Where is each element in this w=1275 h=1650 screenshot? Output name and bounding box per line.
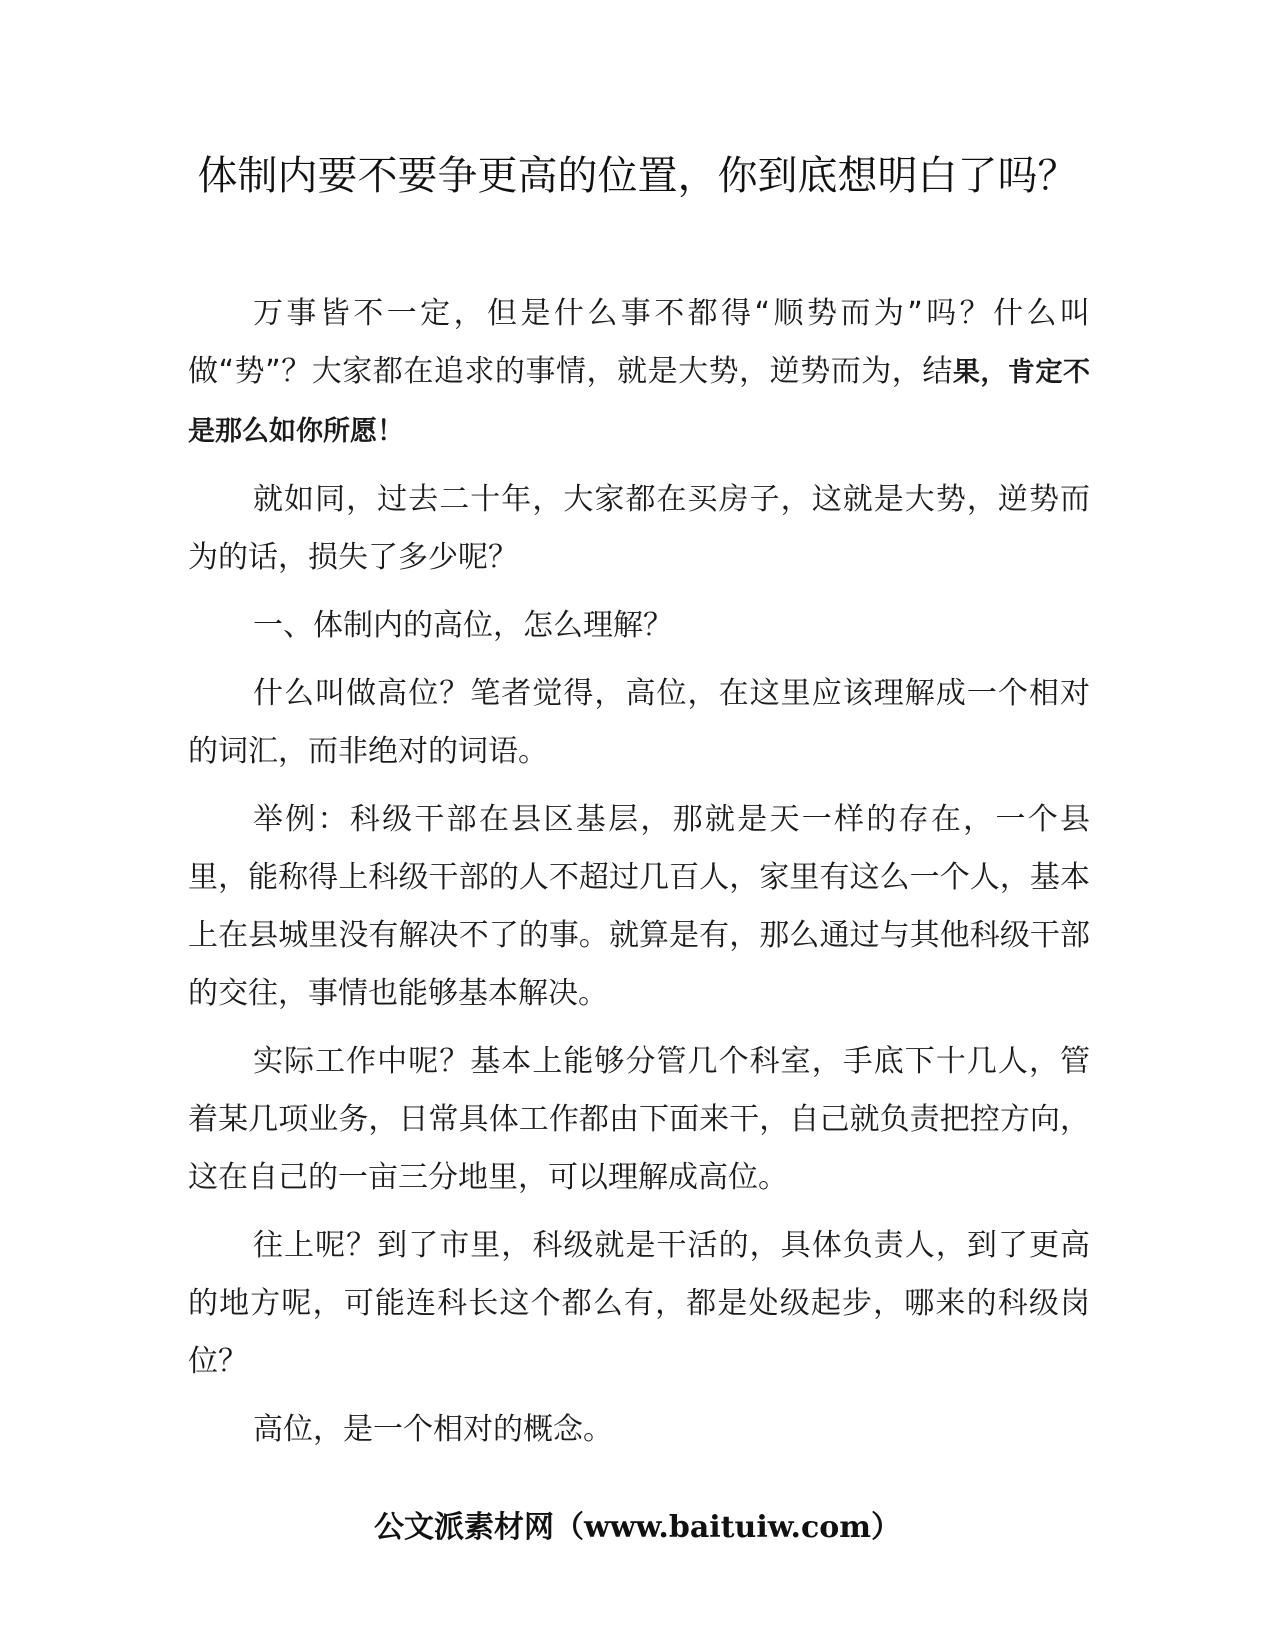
paragraph-3: 什么叫做高位？笔者觉得，高位，在这里应该理解成一个相对的词汇，而非绝对的词语。 xyxy=(188,676,1090,769)
paragraph-4: 举例：科级干部在县区基层，那就是天一样的存在，一个县里，能称得上科级干部的人不超过几百人，家里有这么一个人，基本上在县城里没有解决不了的事。就算是有，那么通过与其他科级干部的交往，事情也能够基本解决。 xyxy=(188,802,1090,1011)
paragraph-5: 实际工作中呢？基本上能够分管几个科室，手底下十几人，管着某几项业务，日常具体工作都由下面来干，自己就负责把控方向，这在自己的一亩三分地里，可以理解成高位。 xyxy=(188,1044,1090,1195)
paragraph-1-emphasis: 果，肯定不是那么如你所愿！ xyxy=(188,357,1090,447)
section-heading-1: 一、体制内的高位，怎么理解？ xyxy=(253,608,673,643)
page-title: 体制内要不要争更高的位置，你到底想明白了吗？ xyxy=(197,153,1078,199)
paragraph-1-text: 万事皆不一定，但是什么事不都得“顺势而为”吗？什么叫做“势”？大家都在追求的事情，就是大势，逆势而为，结 xyxy=(188,296,1090,389)
footer-watermark: 公文派素材网（www.baituiw.com） xyxy=(373,1510,902,1545)
paragraph-6: 往上呢？到了市里，科级就是干活的，具体负责人，到了更高的地方呢，可能连科长这个都么有，都是处级起步，哪来的科级岗位？ xyxy=(188,1228,1090,1379)
paragraph-2: 就如同，过去二十年，大家都在买房子，这就是大势，逆势而为的话，损失了多少呢？ xyxy=(188,482,1090,575)
article-body xyxy=(188,285,1090,1469)
paragraph-1 xyxy=(188,285,1090,461)
paragraph-7: 高位，是一个相对的概念。 xyxy=(253,1412,613,1447)
